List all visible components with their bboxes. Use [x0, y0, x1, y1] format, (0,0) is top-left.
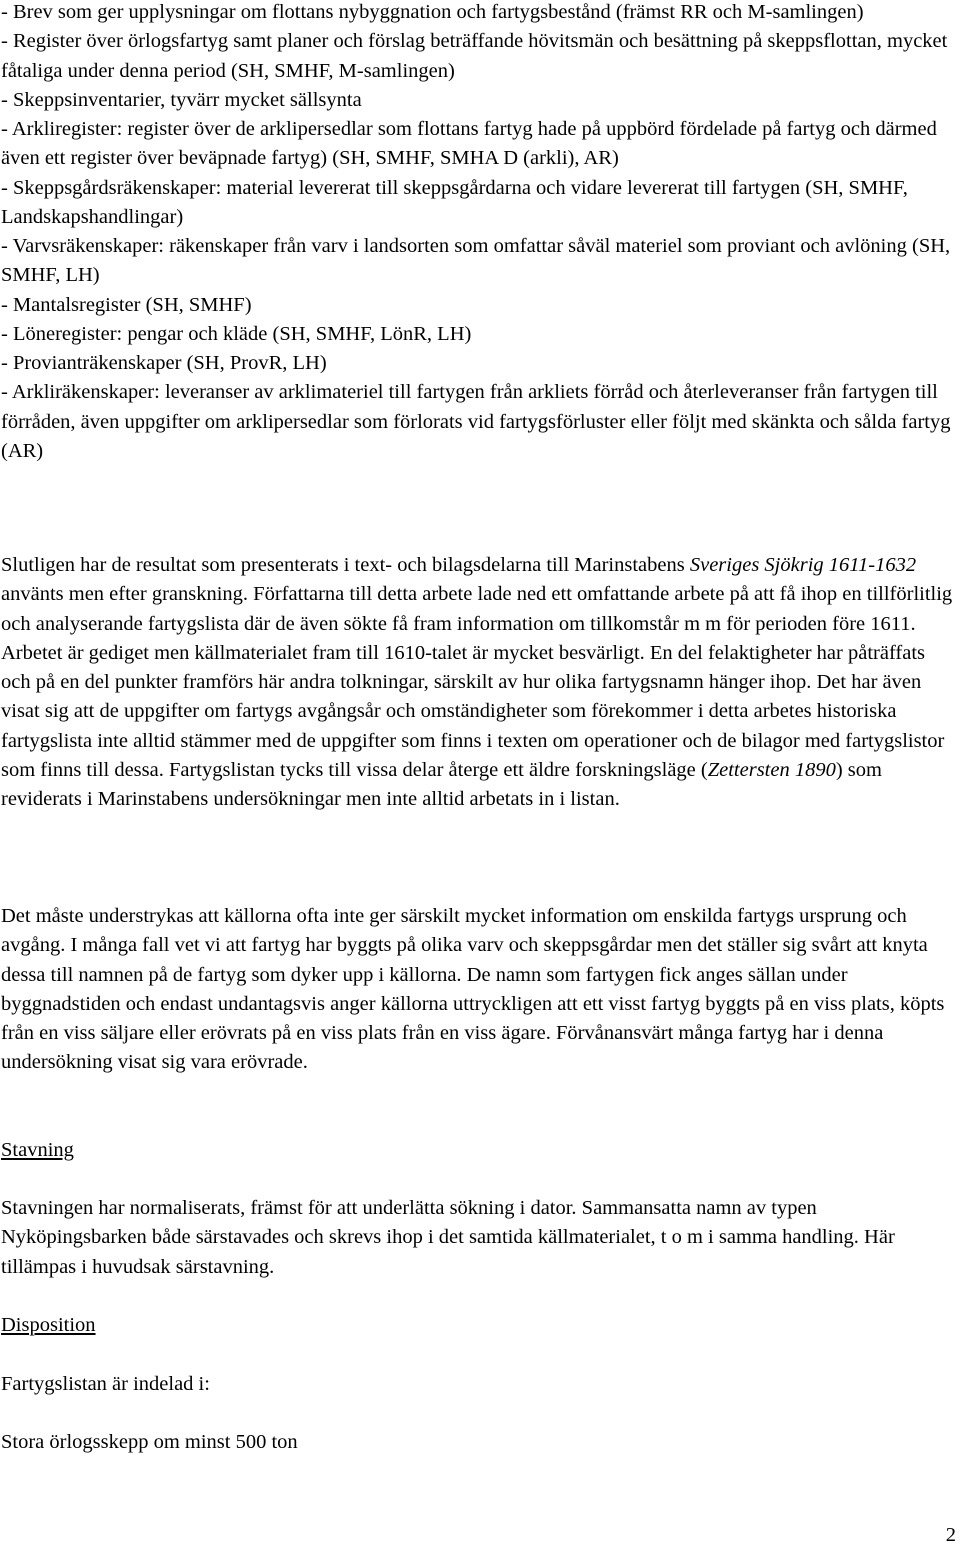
- italic-reference: Zettersten 1890: [707, 758, 836, 781]
- paragraph-text: använts men efter granskning. Författarna till detta arbete lade ned ett omfattande arbete på att få ihop en tillförlitlig och analyserande fartygslista där de även sökte få fram information om tillkomstår m m för perioden före 1611. Arbetet är gediget men källmaterialet fram till 1610-talet är mycket besvärligt. En del felaktigheter har påträffats och på en del punkter framförs här andra tolkningar, särskilt av hur olika fartygsnamn hänger ihop. Det har även visat sig att de uppgifter om fartygs avgångsår och omständigheter som förekommer i detta arbetes historiska fartygslista inte alltid stämmer med de uppgifter som finns i texten om operationer och de bilagor med fartygslistor som finns till dessa. Fartygslistan tycks till vissa delar återge ett äldre forskningsläge (: [1, 583, 953, 781]
- paragraph-source-limitations: Det måste understrykas att källorna ofta inte ger särskilt mycket information om enskilda fartygs ursprung och avgång. I många fall vet vi att fartyg har byggts på olika varv och skeppsgårdar men det ställer sig svårt att knyta dessa till namnen på de fartyg som dyker upp i källorna. De namn som fartygen fick anges sällan under byggnadstiden och endast undantagsvis anger källorna uttryckligen att ett visst fartyg byggts på en viss plats, köpts från en viss säljare eller erövrats på en viss plats från en viss ägare. Förvånansvärt många fartyg har i denna undersökning visat sig vara erövrade.: [1, 905, 945, 1074]
- list-item: - Varvsräkenskaper: räkenskaper från varv i landsorten som omfattar såväl materiel som proviant och avlöning (SH, SMHF, LH): [1, 235, 951, 287]
- paragraph-text: Slutligen har de resultat som presenterats i text- och bilagsdelarna till Marinstabens: [1, 554, 690, 576]
- list-item: - Skeppsgårdsräkenskaper: material levererat till skeppsgårdarna och vidare levererat till fartygen (SH, SMHF, Landskapshandlingar): [1, 176, 908, 228]
- paragraph-list-division: Fartygslistan är indelad i:: [1, 1373, 210, 1395]
- paragraph-sources-assessment: [1, 551, 956, 814]
- list-item: - Register över örlogsfartyg samt planer och förslag beträffande hövitsmän och besättning på skeppsflottan, mycket fåtaliga under denna period (SH, SMHF, M-samlingen): [1, 30, 948, 82]
- list-item: - Brev som ger upplysningar om flottans nybyggnation och fartygsbestånd (främst RR och M-samlingen): [1, 1, 864, 23]
- list-item: - Provianträkenskaper (SH, ProvR, LH): [1, 352, 327, 374]
- source-list: [1, 0, 956, 466]
- list-item: - Arkliregister: register över de arklipersedlar som flottans fartyg hade på uppbörd fördelade på fartyg och därmed även ett register över beväpnade fartyg) (SH, SMHF, SMHA D (arkli), AR): [1, 118, 937, 170]
- paragraph-text: ) som reviderats i Marinstabens undersökningar men inte alltid arbetats in i listan.: [1, 758, 882, 810]
- italic-title: Sveriges Sjökrig 1611-1632: [689, 554, 917, 576]
- list-item: - Löneregister: pengar och kläde (SH, SMHF, LönR, LH): [1, 322, 472, 345]
- list-item: - Arkliräkenskaper: leveranser av arklimateriel till fartygen från arkliets förråd och återleveranser från fartygen till förråden, även uppgifter om arklipersedlar som förlorats vid fartygsförluster eller följt med skänkta och sålda fartyg (AR): [1, 381, 951, 462]
- paragraph-spelling: Stavningen har normaliserats, främst för att underlätta sökning i dator. Sammansatta namn av typen Nyköpingsbarken både särstavades och skrevs ihop i det samtida källmaterialet, t o m i samma handling. Här tillämpas i huvudsak särstavning.: [1, 1197, 895, 1278]
- list-item: - Skeppsinventarier, tyvärr mycket sällsynta: [1, 88, 362, 111]
- paragraph-category-large-ships: Stora örlogsskepp om minst 500 ton: [1, 1431, 298, 1453]
- section-heading-disposition: Disposition: [1, 1314, 96, 1336]
- list-item: - Mantalsregister (SH, SMHF): [1, 293, 252, 316]
- page-number: 2: [945, 1524, 956, 1546]
- section-heading-stavning: Stavning: [1, 1139, 74, 1161]
